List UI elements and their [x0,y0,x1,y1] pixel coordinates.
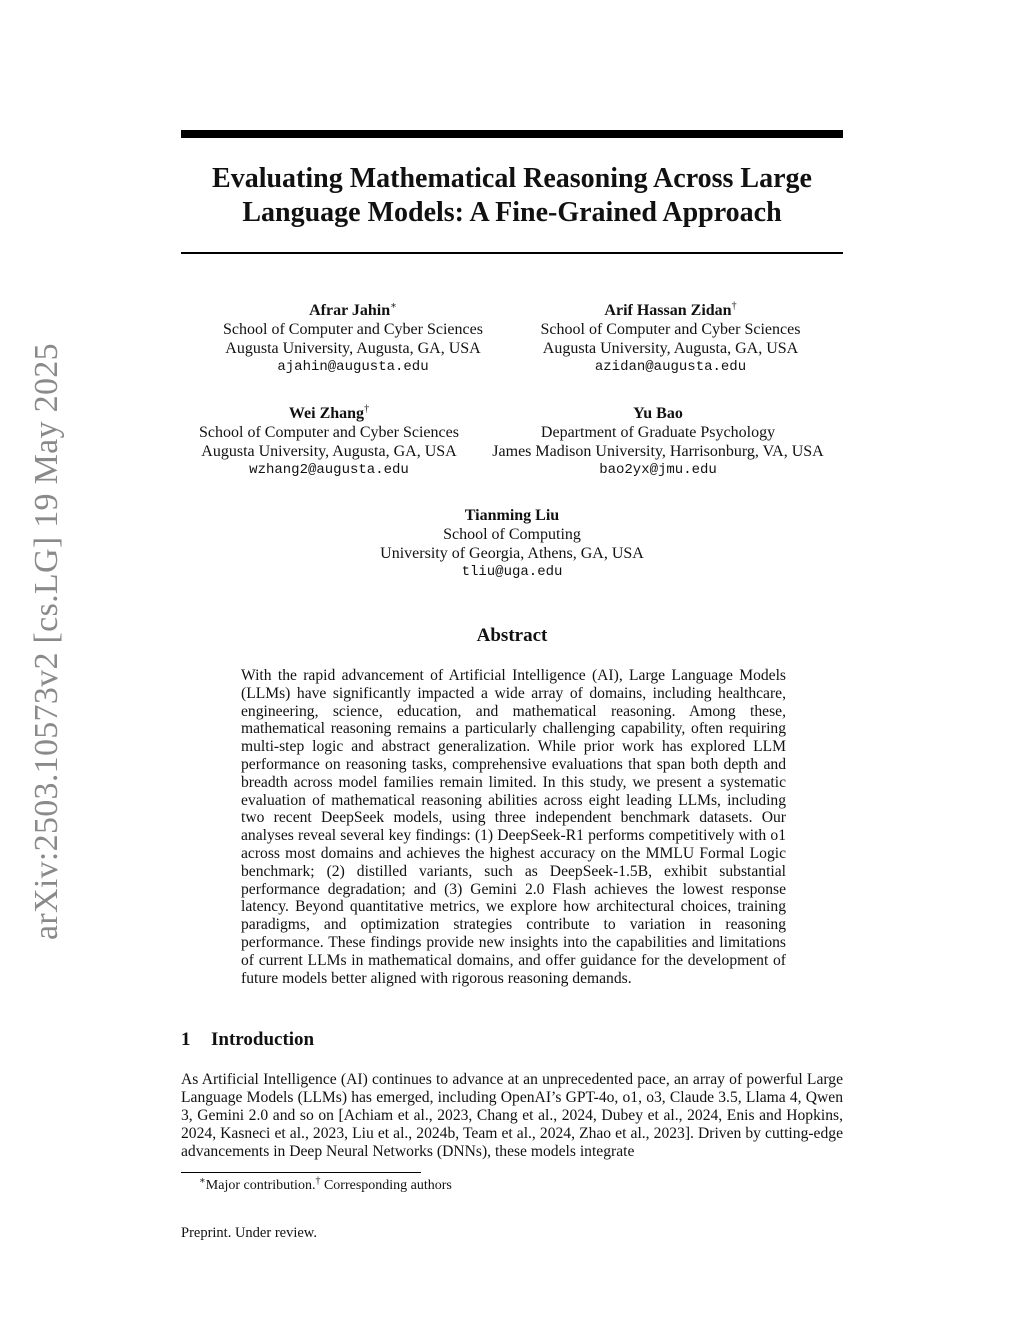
author-mark: † [731,300,737,312]
author-institution: James Madison University, Harrisonburg, VA, USA [492,443,824,460]
author-mark: † [364,403,370,415]
paper-title: Evaluating Mathematical Reasoning Across Large Language Models: A Fine-Grained Approach [212,163,812,228]
author-name: Tianming Liu [464,507,560,524]
footnote-text: Major contribution. [205,1178,316,1193]
title-top-rule [181,130,843,138]
arxiv-stamp: arXiv:2503.10573v2 [cs.LG] 19 May 2025 [28,343,65,940]
footnote-mark: † [315,1175,321,1187]
author-name: Yu Bao [633,405,683,422]
footnote-mark: ∗ [199,1175,206,1187]
preprint-note: Preprint. Under review. [181,1225,317,1241]
author-affiliation: School of Computer and Cyber Sciences [199,424,459,441]
author-name: Afrar Jahin [309,302,391,319]
section-title: Introduction [211,1029,315,1050]
author-block [528,301,813,377]
author-block [188,404,470,480]
section-heading [181,1029,314,1051]
author-block [362,506,662,582]
abstract-body: With the rapid advancement of Artificial Intelligence (AI), Large Language Models (LLMs) have significantly impacted a wide array of domains, including healthcare, engineering, science, education, and mathematical reasoning. Among these, mathematical reasoning remains a particularly challenging capability, often requiring multi-step logic and abstract generalization. While prior work has explored LLM performance on reasoning tasks, comprehensive evaluations that span both depth and breadth across model families remain limited. In this study, we present a systematic evaluation of mathematical reasoning abilities across eight leading LLMs, including two recent DeepSeek models, using three independent benchmark datasets. Our analyses reveal several key findings: (1) DeepSeek-R1 performs competitively with o1 across most domains and achieves the highest accuracy on the MMLU Formal Logic benchmark; (2) distilled variants, such as DeepSeek-1.5B, exhibit substantial performance degradation; and (3) Gemini 2.0 Flash achieves the lowest response latency. Beyond quantitative metrics, we explore how architectural choices, training paradigms, and optimization strategies contribute to variation in reasoning performance. These findings provide new insights into the capabilities and limitations of current LLMs in mathematical domains, and offer guidance for the development of future models better aligned with rigorous reasoning demands. [241,667,786,987]
footnote-text: Corresponding authors [320,1178,452,1193]
author-name: Wei Zhang [288,405,365,422]
author-email[interactable]: azidan@augusta.edu [594,359,747,375]
author-institution: Augusta University, Augusta, GA, USA [225,340,481,357]
author-email[interactable]: bao2yx@jmu.edu [599,462,717,478]
title-bottom-rule [181,252,843,254]
author-institution: University of Georgia, Athens, GA, USA [380,545,644,562]
author-affiliation: School of Computer and Cyber Sciences [540,321,801,338]
author-email[interactable]: ajahin@augusta.edu [277,359,429,375]
introduction-body: As Artificial Intelligence (AI) continues to advance at an unprecedented pace, an array of powerful Large Language Models (LLMs) has emerged, including OpenAI’s GPT-4o, o1, o3, Claude 3.5, Llama 4, Qwen 3, Gemini 2.0 and so on [Achiam et al., 2023, Chang et al., 2024, Dubey et al., 2024, Enis and Hopkins, 2024, Kasneci et al., 2023, Liu et al., 2024b, Team et al., 2024, Zhao et al., 2023]. Driven by cutting-edge advancements in Deep Neural Networks (DNNs), these models integrate [181,1071,843,1160]
author-email[interactable]: wzhang2@augusta.edu [249,462,409,478]
author-institution: Augusta University, Augusta, GA, USA [542,340,799,357]
author-email[interactable]: tliu@uga.edu [461,564,563,580]
author-name: Arif Hassan Zidan [604,302,732,319]
author-affiliation: School of Computing [443,526,581,543]
footnote-rule [181,1172,421,1173]
author-block [478,404,838,480]
author-institution: Augusta University, Augusta, GA, USA [201,443,457,460]
author-block [213,301,493,377]
author-affiliation: School of Computer and Cyber Sciences [223,321,483,338]
author-mark: ∗ [390,300,397,312]
author-affiliation: Department of Graduate Psychology [540,424,776,441]
abstract-heading: Abstract [476,625,548,646]
section-number: 1 [181,1029,191,1050]
footnote [199,1175,452,1194]
